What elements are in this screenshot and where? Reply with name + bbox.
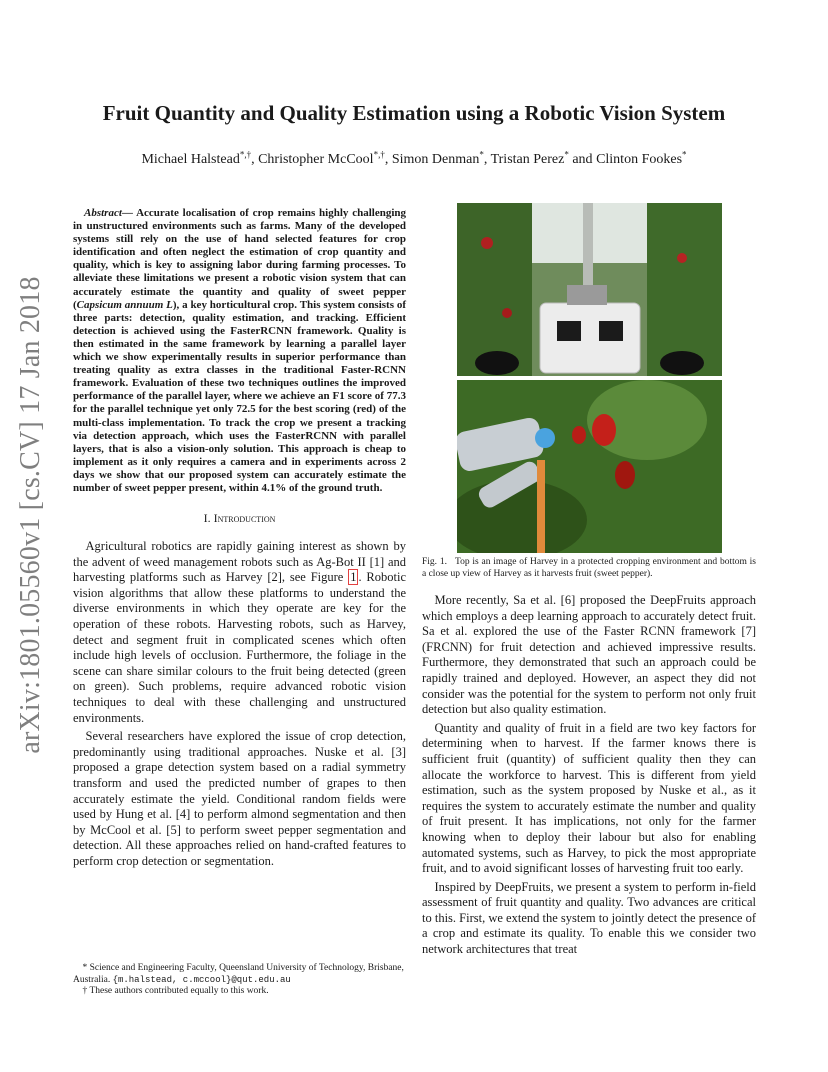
footnote-equal-contribution: † These authors contributed equally to this work. [82, 986, 269, 996]
figure-reference-link[interactable]: 1 [350, 570, 357, 585]
author-mark: *,† [373, 149, 385, 159]
paragraph: More recently, Sa et al. [6] proposed the DeepFruits approach which employs a deep learning approach to accurately detect fruit. Sa et al. explored the use of the Faster RCNN framework [7] (FRCNN) for fruit detection and achieved impressive results. Furthermore, they demonstrated that such an approach could be rapidly trained and deployed. However, an aspect they did not consider was the potential for the system to perform not only fruit detection but also quality estimation. [422, 593, 756, 717]
section-heading-introduction: I. Introduction [203, 511, 276, 526]
author-emails: {m.halstead, c.mccool}@qut.edu.au [112, 974, 291, 985]
paper-title: Fruit Quantity and Quality Estimation using a Robotic Vision System [102, 101, 726, 125]
harvey-harvesting-closeup-photo [457, 380, 722, 553]
footnotes [73, 963, 406, 998]
figure-label: Fig. 1. [422, 557, 447, 567]
species-name: Capsicum annuum L [76, 298, 173, 311]
author: Christopher McCool*,†, [258, 149, 392, 167]
left-column [73, 207, 406, 873]
abstract: Abstract— Accurate localisation of crop remains highly challenging in unstructured environments such as farms. Many of the developed systems still rely on the use of hand selected features for crop identification and often neglect the estimation of crop quantity and quality, which is key to assigning labor during farming processes. To alleviate these limitations we present a robotic vision system that can accurately estimate the quantity and quality of sweet pepper (Capsicum annuum L), a key horticultural crop. This system consists of three parts: detection, quality estimation, and tracking. Efficient detection is achieved using the FasterRCNN framework. Quality is then estimated in the same framework by learning a parallel layer which we show experimentally results in superior performance than treating quality as extra classes in the traditional Faster-RCNN framework. Evaluation of these two techniques outlines the improved performance of the parallel layer, where we achieve an F1 score of 77.3 for the parallel technique yet only 72.5 for the best scoring (red) of the multi-class implementation. To track the crop we present a tracking via detection approach, which uses the FasterRCNN with parallel layers, that is also a vision-only solution. This approach is cheap to implement as it only requires a camera and in experiments across 2 days we show that our proposed system can accurately estimate the number of sweet pepper present, within 4.1% of the ground truth. [73, 207, 406, 494]
harvey-greenhouse-photo [457, 203, 722, 376]
paragraph: Several researchers have explored the issue of crop detection, predominantly using traditional approaches. Nuske et al. [3] proposed a grape detection system based on a radial symmetry transform and used the predicted number of grapes to then accurately estimate the yield. Conditional random fields were used by Hung et al. [4] to perform almond segmentation and then by McCool et al. [5] to perform sweet pepper segmentation and detection. All these approaches relied on hand-crafted features to perform crop detection or segmentation. [73, 729, 406, 868]
figure-1 [457, 203, 722, 553]
author: Simon Denman*, [391, 149, 491, 167]
arxiv-identifier: arXiv:1801.05560v1 [cs.CV] 17 Jan 2018 [15, 276, 46, 754]
author-mark: * [564, 149, 569, 159]
author-mark: *,† [239, 149, 252, 159]
abstract-label: Abstract [84, 207, 122, 219]
footnote-affiliation: * Science and Engineering Faculty, Queensland University of Technology, Brisbane, Australia. {m.halstead, c.mccool}@qut.edu.au [73, 963, 404, 985]
author: Michael Halstead*,†, [141, 149, 259, 167]
paragraph: Inspired by DeepFruits, we present a system to perform in-field assessment of fruit quantity and quality. Two advances are critical to this. First, we extend the system to jointly detect the presence of a crop and estimate its quality. To enable this we consider two network architectures that treat [422, 879, 756, 957]
author-list [60, 149, 768, 168]
paragraph: Quantity and quality of fruit in a field are two key factors for determining when to harvest. If the farmer knows there is sufficient fruit (quantity) of sufficient quality then they can allocate the workforce to harvest. This is different from yield estimation, such as the system proposed by Nuske et al., as it requires the system to accurately estimate the number and quality of fruit present. It has implications, not only for the farmer knowing when to deploy their labour but also for enabling automated systems, such as Harvey, to pick the most appropriate fruit, and to avoid significant losses of harvesting fruit too early. [422, 720, 756, 876]
author-mark: * [682, 149, 687, 159]
arxiv-side-stamp [6, 265, 56, 765]
right-column [422, 593, 756, 961]
author: Clinton Fookes* [596, 149, 687, 167]
paragraph: Agricultural robotics are rapidly gaining interest as shown by the advent of weed management robots such as Ag-Bot II [1] and harvesting platforms such as Harvey [2], see Figure 1 . Robotic vision algorithms that allow these platforms to understand the diverse environments in which they operate are key for the operation of these robots. Harvesting robots, such as Harvey, detect and segment fruit in complicated scenes which often include high levels of occlusion. Furthermore, the foliage in the scene can share similar colours to the fruit being detected (green on green). Such problems, require advanced robotic vision techniques to deal with these challenging and unstructured environments. [73, 539, 406, 725]
author: Tristan Perez* and [490, 149, 597, 167]
author-mark: * [479, 149, 484, 159]
figure-caption: Fig. 1. Top is an image of Harvey in a protected cropping environment and bottom is a close up view of Harvey as it harvests fruit (sweet pepper). [422, 557, 756, 579]
